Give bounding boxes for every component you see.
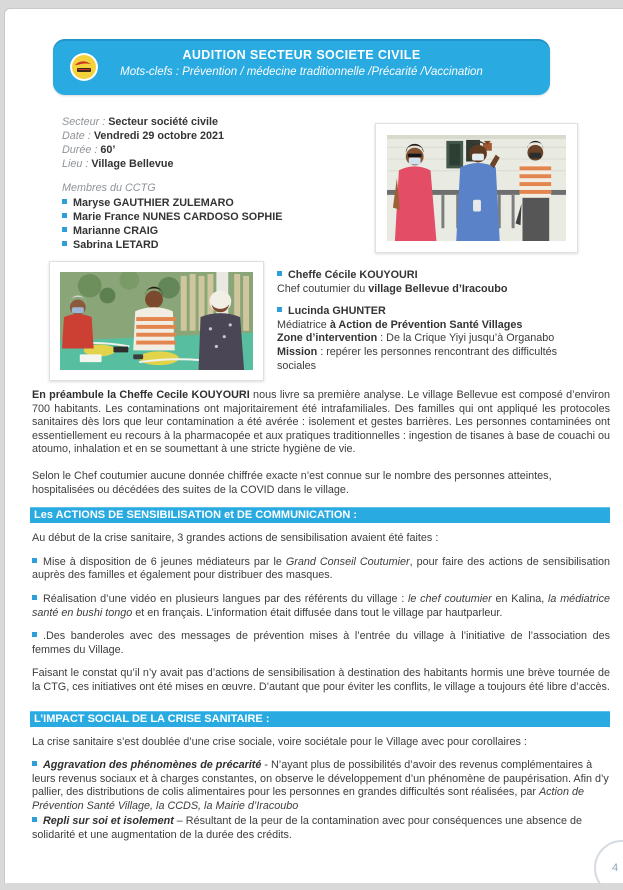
meta-value: Village Bellevue [91, 158, 174, 170]
section1-bullet-3 [32, 630, 610, 657]
photo-women-porch [375, 123, 578, 253]
list-item [62, 196, 282, 210]
report-body [32, 389, 610, 853]
bullet-square-icon [277, 307, 282, 312]
bullet-square-icon [32, 817, 37, 822]
paragraph-text: nous livre sa première analyse. Le village Bellevue est composé d’environ 700 habitants. Les contaminations ont majoritairement été intrafamiliales. Des familles qui ont appliqué les protocoles sanitaires dès lors que leur contamination a été avérée : isolement et gestes barrières. Les personnes contaminées ont essentiellement eu recours à la pharmacopée et aux pratiques traditionnelles : ingestion de tisanes à base de couachi ou atoumo, inhalation et en se soumettant à une stricte hygiène de vie. [32, 389, 610, 456]
section1-outro [32, 667, 610, 694]
speaker-2-mission-line [277, 346, 599, 373]
meta-row-lieu [62, 157, 224, 171]
speaker-role: Chef coutumier du [277, 282, 369, 295]
bullet-square-icon [32, 558, 37, 563]
bullet-square-icon [62, 227, 67, 232]
list-item [62, 210, 282, 224]
bullet-text: Mise à disposition de 6 jeunes médiateurs par le [43, 555, 286, 568]
ctg-logo-icon [69, 52, 99, 82]
section-header-sensibilisation: Les ACTIONS DE SENSIBILISATION et DE COMMUNICATION : [30, 507, 610, 523]
section1-bullet-1 [32, 556, 610, 583]
bullet-square-icon [32, 595, 37, 600]
paragraph-text: Selon le Chef coutumier aucune donnée chiffrée exacte n’est connue sur le nombre des personnes atteintes, hospitalisées ou décédées des suites de la COVID dans le village. [32, 469, 552, 496]
speaker-1-role-line [277, 283, 599, 297]
speaker-role-bold: à Action de Prévention Santé Villages [329, 318, 523, 331]
member-name: Sabrina LETARD [73, 239, 159, 251]
section2-bullet-1 [32, 759, 610, 813]
bullet-text: , pour faire des actions de sensibilisation auprès des familles et également pour distribuer des masques. [32, 555, 610, 582]
bullet-text-italic: Grand Conseil Coutumier [285, 555, 410, 568]
list-item [62, 224, 282, 238]
members-title: Membres du CCTG [62, 182, 156, 194]
list-item [62, 238, 282, 252]
paragraph-lead-bold: En préambule la Cheffe Cecile KOUYOURI [32, 389, 250, 401]
speakers-column [277, 269, 599, 373]
meta-value: Vendredi 29 octobre 2021 [93, 130, 225, 142]
meta-value: Secteur société civile [108, 116, 219, 128]
paragraph-text: La crise sanitaire s’est doublée d’une crise sociale, voire sociétale pour le Village avec pour corollaires : [32, 735, 527, 748]
bullet-square-icon [62, 199, 67, 204]
speaker-role-bold: village Bellevue d’Iracoubo [368, 282, 508, 295]
speaker-2-name-line [277, 305, 599, 319]
mission-value: : repérer les personnes rencontrant des difficultés sociales [277, 345, 558, 372]
bullet-square-icon [62, 213, 67, 218]
paragraph-text: Faisant le constat qu’il n’y avait pas d’actions de sensibilisation à destination des habitants hormis une brève tournée de la CTG, ces initiatives ont été mises en œuvre. D’autant que pour éviter les conflits, le village a toujours été libre d’accès. [32, 667, 610, 693]
zone-value: : De la Crique Yiyi jusqu’à Organabo [377, 332, 555, 345]
photo-meeting-table-image [60, 272, 253, 370]
bullet-square-icon [32, 761, 37, 766]
bullet-lead-bold-italic: Aggravation des phénomènes de précarité [43, 759, 262, 772]
paragraph-text: Au début de la crise sanitaire, 3 grandes actions de sensibilisation avaient été faites : [32, 532, 439, 545]
meta-value: 60’ [100, 144, 116, 156]
bullet-text: - N’ayant plus de possibilités d’avoir des revenus complémentaires à leurs revenus sociaux et à charges constantes, on observe le développement d’un phénomène de paupérisation. Afin d’y pallier, des distributions de colis alimentaires pour les personnes en grandes difficultés sont réalisées, par [32, 759, 609, 799]
bullet-text: Réalisation d’une vidéo en plusieurs langues par des référents du village : [43, 592, 408, 605]
bullet-text-italic: la médiatrice santé en bushi tongo [32, 592, 610, 619]
meta-label: Lieu : [62, 158, 89, 170]
meta-label: Durée : [62, 144, 98, 156]
bullet-text: – Résultant de la peur de la contamination avec pour conséquences une absence de solidarité et une augmentation de la durée des crédits. [32, 815, 582, 842]
bullet-text: .Des banderoles avec des messages de prévention mises à l’entrée du village à l’initiative de l’association des femmes du Village. [32, 630, 610, 656]
speaker-name: Cheffe Cécile KOUYOURI [288, 269, 418, 281]
meta-row-date [62, 129, 224, 143]
speaker-2-zone-line [277, 332, 599, 346]
zone-label: Zone d’intervention [277, 332, 378, 345]
section2-bullet-2 [32, 815, 610, 842]
bullet-lead-bold-italic: Repli sur soi et isolement [43, 815, 174, 828]
member-name: Maryse GAUTHIER ZULEMARO [73, 197, 234, 209]
bullet-text-italic: le chef coutumier [408, 592, 492, 605]
meta-row-secteur [62, 115, 224, 129]
member-name: Marianne CRAIG [73, 225, 159, 237]
mission-label: Mission [277, 345, 318, 358]
photo-women-porch-image [387, 135, 566, 241]
meeting-metadata [62, 115, 224, 171]
section-header-impact-social: L’IMPACT SOCIAL DE LA CRISE SANITAIRE : [30, 711, 610, 727]
paragraph-chef-coutumier [32, 470, 610, 497]
header-banner [53, 39, 550, 95]
section1-intro [32, 532, 610, 546]
meta-row-duree [62, 143, 224, 157]
speaker-role: Médiatrice [277, 318, 330, 331]
bullet-text: en Kalina, [491, 592, 549, 605]
page-number: 4 [612, 862, 619, 874]
meta-label: Secteur : [62, 116, 106, 128]
bullet-text-italic: Action de Prévention Santé Village, la CCDS, la Mairie d’Iracoubo [32, 786, 584, 812]
speaker-name: Lucinda GHUNTER [288, 305, 386, 318]
banner-keywords: Mots-clefs : Prévention / médecine traditionnelle /Précarité /Vaccination [120, 66, 483, 78]
cctg-members-list [62, 181, 282, 252]
meta-label: Date : [62, 130, 91, 142]
viewer-bottom-strip [0, 883, 623, 890]
bullet-square-icon [277, 271, 282, 276]
speaker-1-name-line [277, 269, 599, 283]
report-page [4, 8, 623, 883]
speaker-2-role-line [277, 319, 599, 333]
bullet-square-icon [32, 632, 37, 637]
ctg-logo-icon [69, 52, 99, 82]
section1-bullet-2 [32, 593, 610, 620]
section2-intro [32, 736, 610, 750]
bullet-square-icon [62, 241, 67, 246]
member-name: Marie France NUNES CARDOSO SOPHIE [73, 211, 283, 223]
bullet-text: et en français. L’information était diffusée dans tout le village par hautparleur. [132, 606, 503, 619]
banner-title: AUDITION SECTEUR SOCIETE CIVILE [182, 48, 421, 62]
photo-meeting-table [49, 261, 264, 381]
paragraph-preambule [32, 389, 610, 457]
